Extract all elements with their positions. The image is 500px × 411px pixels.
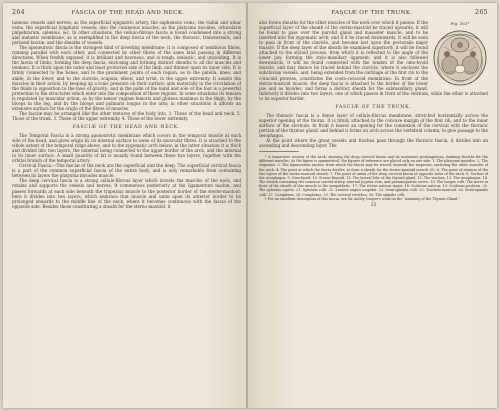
paragraph: also forms sheaths for the other muscles of the neck over which it passes. If the superficial layer of the sheath of the sterno-mastoid be traced upwards, it will be found to pass over the parotid gland and masseter muscle, and to be inserted into the zygomatic arch; and if it be traced downwards, it will be seen to pass in front of the clavicle, and become lost upon the pectoralis major muscle. If the deep layer of the sheath be examined superiorly, it will be found attached to the styloid process, from which it is reflected to the angle of the lower jaw, forming the stylo-maxillary ligament; and it is also followed downwards, it will be found connected with the tendon of the omo-hyoid muscle, and may thence be traced behind the clavicle, where it encloses the subclavian vessels, and, being extended from the cartilage of the first rib to the coracoid process, constitutes the costo-coracoid membrane. In front of the sterno-mastoid muscle, the deep fascia is attached to the border of the lower jaw and os hyoides, and forms a distinct sheath for the submaxillary gland. Inferiorly it divides into two layers, one of which passes in front of the sternum, while the other is attached to its superior border. — [259, 20, 488, 101]
footnote-text: † For an excellent description of this fascia, see Sir Astley Cooper's work on the "Anatomy of the Thymus Gland." — [265, 196, 460, 201]
neck-cross-section-illustration — [432, 27, 488, 87]
book-spread — [3, 3, 497, 408]
book-gutter — [246, 3, 248, 408]
left-body-text — [12, 20, 241, 209]
right-body-text — [259, 20, 488, 208]
running-head-right: FASCIÆ OF THE TRUNK. — [331, 10, 413, 16]
paragraph: The thoracic fascia is a dense layer of cellulo-fibrous membrane, stretched horizontally across the superior opening of the thorax. It is firmly attached to the concave margin of the first rib, and to the inner surface of the sternum. In front it leaves an opening for the connexion of the cervical with the thoracic portion of the thymus gland, and behind it forms an arch across the vertebral column, to give passage to the œsophagus. — [259, 112, 488, 138]
signature-mark: 23 — [370, 202, 377, 208]
paragraph: Cervical Fascia.—The fasciæ of the neck are the superficial and the deep. The superficial cervical fascia is a part of the common superficial fascia of the entire body, and is only remarkable from containing between its layers the platysma myoides muscle. — [12, 163, 241, 179]
section-title-head-neck: FASCIÆ OF THE HEAD AND NECK. — [72, 124, 181, 130]
page-number-left: 264 — [12, 9, 26, 16]
left-page — [3, 3, 250, 408]
paragraph: The fasciæ may be arranged like the other textures of the body into, 1. Those of the head and neck. 2. Those of the trunk. 3. Those of the upper extremity. 4. Those of the lower extremity. — [12, 110, 241, 121]
paragraph: The deep cervical fascia is a strong cellulo-fibrous layer which invests the muscles of the neck, and retains and supports the vessels and nerves. It commences posteriorly at the ligamentum nuchæ, and passes forwards at each side beneath the trapezius muscle to the posterior border of the sterno-mastoid; here it divides into two layers, which embrace that muscle and unite upon its anterior border to be prolonged onwards to the middle line of the neck, where it becomes continuous with the fascia of the opposite side. Besides those constituting a sheath for the sterno-mastoid, it — [12, 178, 241, 209]
right-page — [250, 3, 497, 408]
right-page-header — [259, 9, 488, 16]
page-number-right: 265 — [474, 9, 488, 16]
running-head-left: FASCIA OF THE HEAD AND NECK. — [71, 10, 185, 16]
left-page-header — [12, 9, 241, 16]
paragraph: The aponeurotic fascia is the strongest kind of investing membrane; it is composed of tendinous fibres, running parallel with each other, and connected by other fibres of the same kind passing in different directions. When freshly exposed, it is brilliant and nacreous, and is tough, inelastic, and unyielding. It is the fascia of limbs, forming the deep fascia, enclosing and forming distinct sheaths to all the muscles and tendons. It is thick upon the outer and least protected side of the limb, and thinner upon its inner side. It is firmly connected to the bones, and to the prominent points of each region, as to the patella, knee, and ankle, in the lower, and to the clavicle, scapula, elbow, and wrist, in the upper extremity. It assists the muscles in their action, by keeping up a tonic pressure on their surface; aids materially in the circulation of the fluids in opposition to the laws of gravity; and in the palm of the hand and sole of the foot is a powerful protection to the structures which enter into the composition of these regions. In some situations its tension is regulated by muscular action, as by the tensor vaginæ femoris and gluteus maximus in the thigh, by the biceps in the leg, and by the biceps and palmaris longus in the arm; in other situations it affords an extensive surface for the origin of the fibres of muscles. — [12, 45, 241, 111]
paragraph: taneous vessels and nerves; as the superficial epigastric artery, the saphenous veins, the radial and ulnar veins, the superficial lymphatic vessels; also the cutaneous muscles, as the platysma myoides, orbicularis palpebrarum, splenius, &c. In other situations, the cellulo-fibrous fascia is found condensed into a strong and inelastic membrane, as is exemplified in the deep fascia of the neck, the thoracic, transversalis, and perineal fasciæ, and the sheaths of vessels. — [12, 20, 241, 46]
paragraph: The Temporal Fascia is a strong aponeurotic membrane which covers in the temporal muscle at each side of the head, and gives origin by its internal surface to some of its muscular fibres. It is attached to the whole extent of the temporal ridge above, and to the zygomatic arch below; in the latter situation it is thick and divided into two layers, the external being connected to the upper border of the arch, and the internal to its inner surface. A small quantity of fat is usually found between these two layers, together with the orbital branch of the temporal artery. — [12, 132, 241, 164]
section-title-trunk: FASCIÆ OF THE TRUNK. — [335, 104, 412, 110]
footnote-text: * A transverse section of the neck, showing the deep cervical fascia and its numerous prolongations, forming sheaths for the different muscles. As the figure is symmetrical, the figures of reference are placed only on one side. 1. The platysma myoides. 2. The trapezius. 3. The ligamentum nuchæ, from which the fascia may be traced: beneath the trapezius, enclosing the other muscles of the neck. 4. The point at which the fascia divides, to form a sheath for the sterno-mastoid muscle (5). 6. The point of reunion of the two layers of the sterno-mastoid sheath. 7. The point of union of the deep cervical fascia of opposite sides of the neck. 8. Section of the œsophagus. 9. Omo-hyoid. 10. Sterno-thyroid. 11. The lateral lobe of the thyroid gland. 12. The trachea. 13. The œsophagus. 14. The sheath containing the common carotid artery, internal jugular vein, and pneumogastric nerve. 15. The longus colli. The nerve in front of the sheath of this muscle is the sympathetic. 17. The rectus anticus major. 18. Scalenus anticus. 19. Scalenus posticus. 20. The splenius capitis. 21. Splenius colli. 22. Levator anguli scapulæ. 23. Semi-spinalis colli. 25. Trachelo-mastoid. 26. Semi-spinalis colli. 27. Complexus. 28. Complexus. 29. The cervical vertebra. 30. The spinalis colli. — [259, 155, 488, 197]
footnote-rule — [259, 151, 299, 152]
figure-caption: Fig. 161* — [450, 21, 470, 26]
figure-neck-section — [432, 21, 488, 88]
footnote — [259, 155, 488, 201]
paragraph: At the point where the great vessels and trachea pass through the thoracic fascia, it divides into an ascending and descending layer. The — [259, 138, 488, 149]
